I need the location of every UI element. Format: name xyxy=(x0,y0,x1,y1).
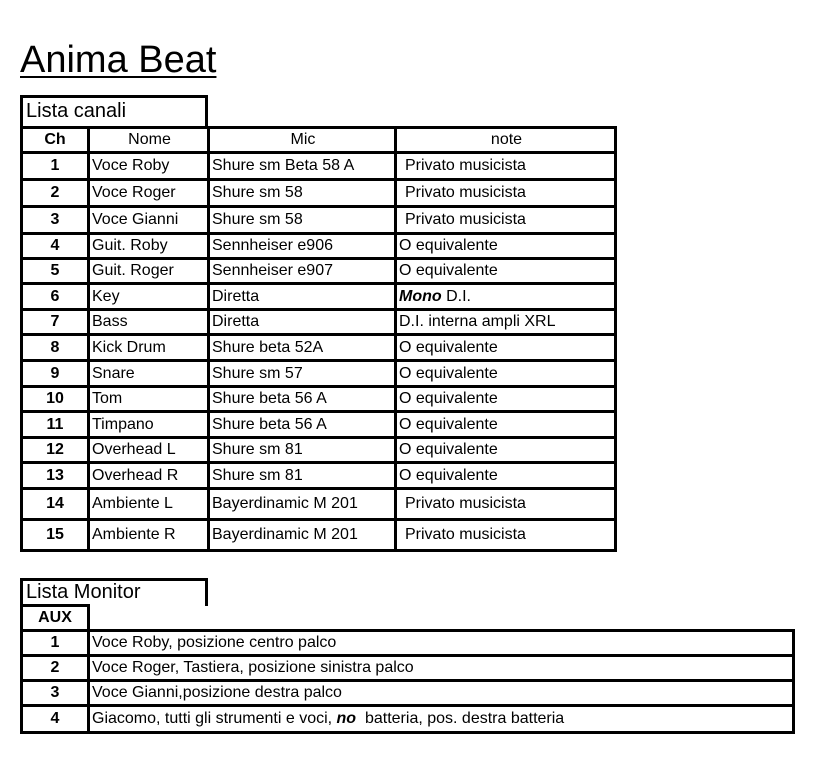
channel-mic: Bayerdinamic M 201 xyxy=(209,489,396,520)
aux-description: Voce Roby, posizione centro palco xyxy=(89,631,794,656)
channel-number: 10 xyxy=(22,387,89,412)
table-row xyxy=(22,463,616,489)
channel-name: Bass xyxy=(89,310,209,335)
monitor-table xyxy=(20,604,795,734)
aux-text: batteria, pos. destra batteria xyxy=(356,710,565,727)
channel-table-header xyxy=(22,128,616,153)
aux-number: 1 xyxy=(22,631,89,656)
table-row xyxy=(22,438,616,463)
channel-note: O equivalente xyxy=(396,463,616,489)
channel-number: 15 xyxy=(22,520,89,551)
page-title: Anima Beat xyxy=(20,39,217,81)
channel-mic: Shure sm Beta 58 A xyxy=(209,153,396,180)
channel-number: 6 xyxy=(22,284,89,310)
monitor-list-label: Lista Monitor xyxy=(20,578,208,606)
table-row xyxy=(22,335,616,361)
aux-text: Giacomo, tutti gli strumenti e voci, xyxy=(92,710,337,727)
channel-number: 14 xyxy=(22,489,89,520)
channel-mic: Diretta xyxy=(209,310,396,335)
channel-name: Ambiente R xyxy=(89,520,209,551)
channel-mic: Shure beta 56 A xyxy=(209,387,396,412)
header-ch: Ch xyxy=(22,128,89,153)
aux-description: Voce Gianni,posizione destra palco xyxy=(89,681,794,706)
table-row xyxy=(22,234,616,259)
channel-mic: Shure sm 58 xyxy=(209,180,396,207)
channel-note: O equivalente xyxy=(396,438,616,463)
table-row xyxy=(22,681,794,706)
channel-name: Snare xyxy=(89,361,209,387)
channel-mic: Shure sm 81 xyxy=(209,438,396,463)
table-row xyxy=(22,310,616,335)
channel-note: O equivalente xyxy=(396,335,616,361)
aux-number: 4 xyxy=(22,706,89,733)
table-row xyxy=(22,180,616,207)
channel-name: Voce Gianni xyxy=(89,207,209,234)
aux-description xyxy=(89,706,794,733)
channel-table xyxy=(20,126,617,552)
monitor-table-header xyxy=(22,606,794,631)
channel-number: 1 xyxy=(22,153,89,180)
channel-list-label: Lista canali xyxy=(20,95,208,128)
channel-name: Kick Drum xyxy=(89,335,209,361)
channel-number: 9 xyxy=(22,361,89,387)
table-row xyxy=(22,361,616,387)
aux-emphasis: no xyxy=(336,710,357,727)
channel-number: 2 xyxy=(22,180,89,207)
channel-number: 4 xyxy=(22,234,89,259)
channel-mic: Sennheiser e906 xyxy=(209,234,396,259)
header-mic: Mic xyxy=(209,128,396,153)
channel-note: Privato musicista xyxy=(396,489,616,520)
channel-name: Voce Roby xyxy=(89,153,209,180)
channel-mic: Bayerdinamic M 201 xyxy=(209,520,396,551)
channel-note: O equivalente xyxy=(396,259,616,284)
header-aux: AUX xyxy=(22,606,89,631)
channel-name: Key xyxy=(89,284,209,310)
aux-number: 2 xyxy=(22,656,89,681)
aux-description: Voce Roger, Tastiera, posizione sinistra palco xyxy=(89,656,794,681)
table-row xyxy=(22,656,794,681)
header-blank xyxy=(89,606,794,631)
table-row xyxy=(22,284,616,310)
table-row xyxy=(22,153,616,180)
channel-name: Overhead R xyxy=(89,463,209,489)
channel-number: 3 xyxy=(22,207,89,234)
header-nome: Nome xyxy=(89,128,209,153)
channel-number: 7 xyxy=(22,310,89,335)
table-row xyxy=(22,259,616,284)
table-row xyxy=(22,387,616,412)
channel-number: 11 xyxy=(22,412,89,438)
channel-number: 8 xyxy=(22,335,89,361)
channel-note: Privato musicista xyxy=(396,520,616,551)
table-row xyxy=(22,412,616,438)
channel-mic: Diretta xyxy=(209,284,396,310)
note-text: D.I. xyxy=(441,287,471,305)
channel-number: 13 xyxy=(22,463,89,489)
channel-mic: Sennheiser e907 xyxy=(209,259,396,284)
channel-note: Privato musicista xyxy=(396,207,616,234)
channel-mic: Shure sm 58 xyxy=(209,207,396,234)
channel-note: Privato musicista xyxy=(396,180,616,207)
channel-name: Timpano xyxy=(89,412,209,438)
table-row xyxy=(22,631,794,656)
channel-name: Ambiente L xyxy=(89,489,209,520)
channel-mic: Shure sm 81 xyxy=(209,463,396,489)
channel-name: Guit. Roger xyxy=(89,259,209,284)
aux-number: 3 xyxy=(22,681,89,706)
channel-number: 12 xyxy=(22,438,89,463)
channel-number: 5 xyxy=(22,259,89,284)
channel-note: O equivalente xyxy=(396,387,616,412)
channel-name: Guit. Roby xyxy=(89,234,209,259)
channel-name: Overhead L xyxy=(89,438,209,463)
note-emphasis: Mono xyxy=(399,287,442,305)
channel-note: O equivalente xyxy=(396,412,616,438)
channel-name: Tom xyxy=(89,387,209,412)
channel-mic: Shure beta 56 A xyxy=(209,412,396,438)
channel-note: O equivalente xyxy=(396,234,616,259)
channel-note: Privato musicista xyxy=(396,153,616,180)
table-row xyxy=(22,489,616,520)
table-row xyxy=(22,706,794,733)
channel-mic: Shure sm 57 xyxy=(209,361,396,387)
header-note: note xyxy=(396,128,616,153)
channel-mic: Shure beta 52A xyxy=(209,335,396,361)
channel-note: O equivalente xyxy=(396,361,616,387)
table-row xyxy=(22,520,616,551)
channel-note xyxy=(396,284,616,310)
channel-note: D.I. interna ampli XRL xyxy=(396,310,616,335)
channel-name: Voce Roger xyxy=(89,180,209,207)
table-row xyxy=(22,207,616,234)
